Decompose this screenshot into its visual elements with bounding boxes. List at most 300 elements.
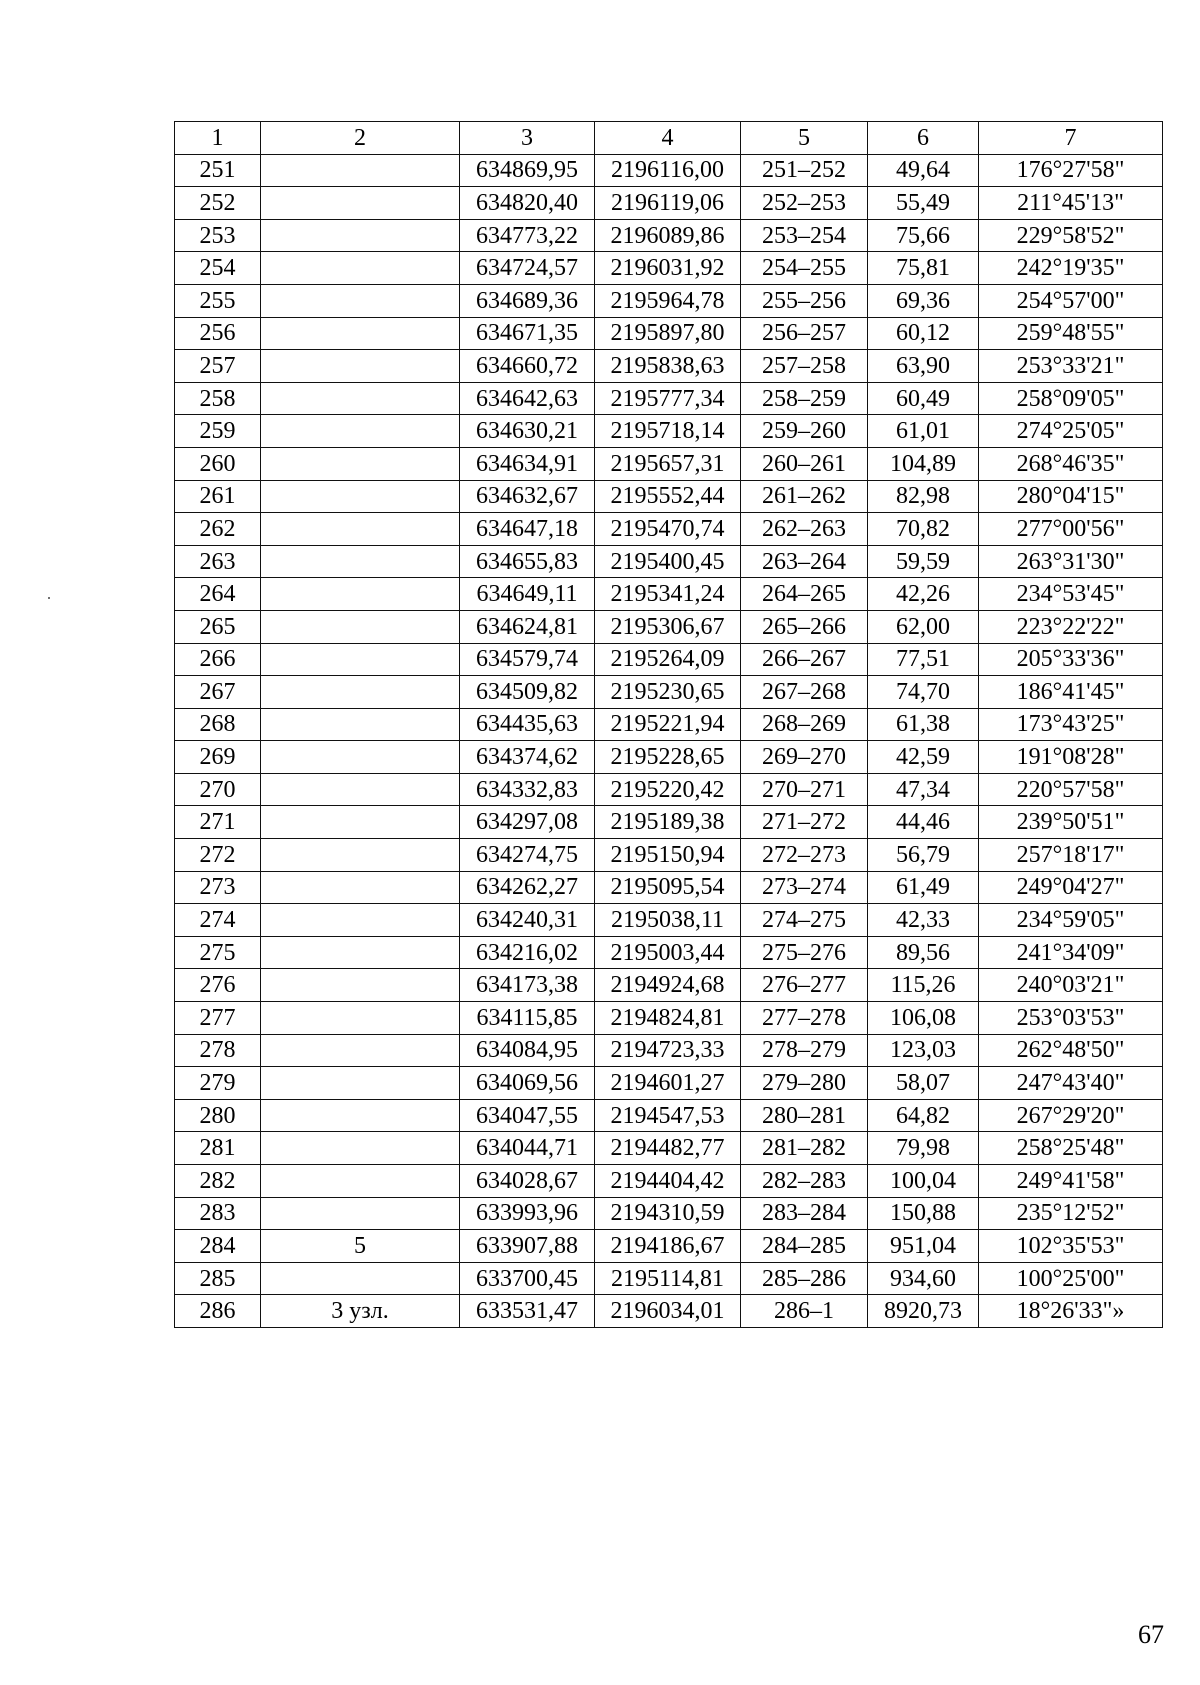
cell-point-number: 263 bbox=[175, 545, 261, 578]
cell-x-coordinate: 634624,81 bbox=[460, 610, 595, 643]
cell-y-coordinate: 2196031,92 bbox=[595, 252, 741, 285]
cell-note bbox=[261, 219, 460, 252]
cell-note bbox=[261, 936, 460, 969]
cell-length: 951,04 bbox=[868, 1230, 979, 1263]
cell-y-coordinate: 2195777,34 bbox=[595, 382, 741, 415]
table-row bbox=[175, 284, 1163, 317]
cell-bearing: 254°57'00" bbox=[979, 284, 1163, 317]
cell-note bbox=[261, 317, 460, 350]
cell-y-coordinate: 2194924,68 bbox=[595, 969, 741, 1002]
cell-y-coordinate: 2194723,33 bbox=[595, 1034, 741, 1067]
cell-x-coordinate: 634634,91 bbox=[460, 447, 595, 480]
cell-segment: 260–261 bbox=[741, 447, 868, 480]
cell-segment: 255–256 bbox=[741, 284, 868, 317]
cell-length: 63,90 bbox=[868, 350, 979, 383]
cell-bearing: 102°35'53" bbox=[979, 1230, 1163, 1263]
table-body bbox=[175, 154, 1163, 1327]
cell-bearing: 274°25'05" bbox=[979, 415, 1163, 448]
cell-length: 79,98 bbox=[868, 1132, 979, 1165]
table-row bbox=[175, 741, 1163, 774]
cell-x-coordinate: 634028,67 bbox=[460, 1165, 595, 1198]
cell-bearing: 18°26'33"» bbox=[979, 1295, 1163, 1328]
cell-bearing: 257°18'17" bbox=[979, 839, 1163, 872]
cell-segment: 283–284 bbox=[741, 1197, 868, 1230]
cell-segment: 251–252 bbox=[741, 154, 868, 187]
table-row bbox=[175, 806, 1163, 839]
cell-point-number: 286 bbox=[175, 1295, 261, 1328]
cell-y-coordinate: 2195897,80 bbox=[595, 317, 741, 350]
cell-y-coordinate: 2195470,74 bbox=[595, 513, 741, 546]
cell-note bbox=[261, 904, 460, 937]
cell-point-number: 284 bbox=[175, 1230, 261, 1263]
table-row bbox=[175, 1165, 1163, 1198]
cell-length: 100,04 bbox=[868, 1165, 979, 1198]
cell-point-number: 257 bbox=[175, 350, 261, 383]
cell-bearing: 253°33'21" bbox=[979, 350, 1163, 383]
cell-x-coordinate: 634869,95 bbox=[460, 154, 595, 187]
cell-point-number: 285 bbox=[175, 1262, 261, 1295]
cell-segment: 275–276 bbox=[741, 936, 868, 969]
cell-note bbox=[261, 676, 460, 709]
cell-note bbox=[261, 1002, 460, 1035]
cell-length: 61,01 bbox=[868, 415, 979, 448]
cell-note bbox=[261, 154, 460, 187]
table-row bbox=[175, 610, 1163, 643]
cell-length: 74,70 bbox=[868, 676, 979, 709]
cell-bearing: 176°27'58" bbox=[979, 154, 1163, 187]
cell-segment: 276–277 bbox=[741, 969, 868, 1002]
cell-y-coordinate: 2194824,81 bbox=[595, 1002, 741, 1035]
cell-point-number: 273 bbox=[175, 871, 261, 904]
table-row bbox=[175, 578, 1163, 611]
cell-y-coordinate: 2195230,65 bbox=[595, 676, 741, 709]
cell-segment: 258–259 bbox=[741, 382, 868, 415]
cell-note bbox=[261, 284, 460, 317]
table-row bbox=[175, 1262, 1163, 1295]
table-row bbox=[175, 252, 1163, 285]
table-row bbox=[175, 773, 1163, 806]
cell-point-number: 276 bbox=[175, 969, 261, 1002]
cell-length: 104,89 bbox=[868, 447, 979, 480]
cell-length: 42,26 bbox=[868, 578, 979, 611]
cell-bearing: 205°33'36" bbox=[979, 643, 1163, 676]
cell-bearing: 229°58'52" bbox=[979, 219, 1163, 252]
cell-bearing: 277°00'56" bbox=[979, 513, 1163, 546]
table-row bbox=[175, 1230, 1163, 1263]
table-row bbox=[175, 317, 1163, 350]
cell-y-coordinate: 2195657,31 bbox=[595, 447, 741, 480]
cell-length: 82,98 bbox=[868, 480, 979, 513]
cell-note bbox=[261, 1197, 460, 1230]
cell-point-number: 253 bbox=[175, 219, 261, 252]
cell-x-coordinate: 634647,18 bbox=[460, 513, 595, 546]
column-header-3: 3 bbox=[460, 122, 595, 155]
table-row bbox=[175, 676, 1163, 709]
cell-segment: 278–279 bbox=[741, 1034, 868, 1067]
cell-note bbox=[261, 252, 460, 285]
cell-note bbox=[261, 187, 460, 220]
cell-bearing: 242°19'35" bbox=[979, 252, 1163, 285]
cell-x-coordinate: 634240,31 bbox=[460, 904, 595, 937]
coordinates-table bbox=[174, 121, 1163, 1328]
table-row bbox=[175, 382, 1163, 415]
table-row bbox=[175, 447, 1163, 480]
cell-bearing: 100°25'00" bbox=[979, 1262, 1163, 1295]
cell-length: 89,56 bbox=[868, 936, 979, 969]
cell-x-coordinate: 634509,82 bbox=[460, 676, 595, 709]
cell-length: 59,59 bbox=[868, 545, 979, 578]
table-row bbox=[175, 643, 1163, 676]
cell-segment: 263–264 bbox=[741, 545, 868, 578]
cell-bearing: 258°09'05" bbox=[979, 382, 1163, 415]
cell-point-number: 258 bbox=[175, 382, 261, 415]
cell-y-coordinate: 2196119,06 bbox=[595, 187, 741, 220]
cell-note: 3 узл. bbox=[261, 1295, 460, 1328]
cell-bearing: 241°34'09" bbox=[979, 936, 1163, 969]
cell-x-coordinate: 634084,95 bbox=[460, 1034, 595, 1067]
cell-segment: 271–272 bbox=[741, 806, 868, 839]
cell-bearing: 234°59'05" bbox=[979, 904, 1163, 937]
cell-x-coordinate: 634671,35 bbox=[460, 317, 595, 350]
cell-length: 42,59 bbox=[868, 741, 979, 774]
table-row bbox=[175, 513, 1163, 546]
cell-segment: 272–273 bbox=[741, 839, 868, 872]
cell-segment: 257–258 bbox=[741, 350, 868, 383]
cell-segment: 286–1 bbox=[741, 1295, 868, 1328]
cell-point-number: 254 bbox=[175, 252, 261, 285]
cell-x-coordinate: 634773,22 bbox=[460, 219, 595, 252]
table-row bbox=[175, 545, 1163, 578]
cell-bearing: 234°53'45" bbox=[979, 578, 1163, 611]
cell-x-coordinate: 634044,71 bbox=[460, 1132, 595, 1165]
cell-segment: 261–262 bbox=[741, 480, 868, 513]
cell-y-coordinate: 2195228,65 bbox=[595, 741, 741, 774]
table-row bbox=[175, 480, 1163, 513]
cell-point-number: 265 bbox=[175, 610, 261, 643]
cell-x-coordinate: 634047,55 bbox=[460, 1099, 595, 1132]
cell-x-coordinate: 634655,83 bbox=[460, 545, 595, 578]
table-row bbox=[175, 871, 1163, 904]
page-number: 67 bbox=[1138, 1620, 1164, 1649]
cell-y-coordinate: 2195114,81 bbox=[595, 1262, 741, 1295]
cell-length: 55,49 bbox=[868, 187, 979, 220]
cell-y-coordinate: 2194601,27 bbox=[595, 1067, 741, 1100]
cell-y-coordinate: 2194186,67 bbox=[595, 1230, 741, 1263]
cell-y-coordinate: 2196089,86 bbox=[595, 219, 741, 252]
cell-bearing: 258°25'48" bbox=[979, 1132, 1163, 1165]
cell-length: 115,26 bbox=[868, 969, 979, 1002]
cell-y-coordinate: 2195221,94 bbox=[595, 708, 741, 741]
cell-note bbox=[261, 1034, 460, 1067]
cell-bearing: 263°31'30" bbox=[979, 545, 1163, 578]
cell-length: 49,64 bbox=[868, 154, 979, 187]
cell-length: 62,00 bbox=[868, 610, 979, 643]
cell-y-coordinate: 2195150,94 bbox=[595, 839, 741, 872]
cell-y-coordinate: 2195718,14 bbox=[595, 415, 741, 448]
cell-segment: 265–266 bbox=[741, 610, 868, 643]
cell-length: 56,79 bbox=[868, 839, 979, 872]
cell-note bbox=[261, 1262, 460, 1295]
column-header-2: 2 bbox=[261, 122, 460, 155]
cell-bearing: 267°29'20" bbox=[979, 1099, 1163, 1132]
cell-y-coordinate: 2195552,44 bbox=[595, 480, 741, 513]
cell-note bbox=[261, 969, 460, 1002]
cell-point-number: 277 bbox=[175, 1002, 261, 1035]
cell-segment: 259–260 bbox=[741, 415, 868, 448]
column-header-6: 6 bbox=[868, 122, 979, 155]
cell-y-coordinate: 2195341,24 bbox=[595, 578, 741, 611]
cell-bearing: 247°43'40" bbox=[979, 1067, 1163, 1100]
cell-note bbox=[261, 643, 460, 676]
cell-point-number: 260 bbox=[175, 447, 261, 480]
cell-segment: 253–254 bbox=[741, 219, 868, 252]
cell-length: 75,66 bbox=[868, 219, 979, 252]
scan-speck bbox=[48, 597, 50, 599]
cell-note bbox=[261, 545, 460, 578]
cell-length: 42,33 bbox=[868, 904, 979, 937]
cell-segment: 282–283 bbox=[741, 1165, 868, 1198]
cell-note bbox=[261, 708, 460, 741]
cell-length: 69,36 bbox=[868, 284, 979, 317]
cell-point-number: 271 bbox=[175, 806, 261, 839]
cell-note bbox=[261, 447, 460, 480]
cell-point-number: 259 bbox=[175, 415, 261, 448]
cell-y-coordinate: 2195264,09 bbox=[595, 643, 741, 676]
table-row bbox=[175, 219, 1163, 252]
cell-y-coordinate: 2194547,53 bbox=[595, 1099, 741, 1132]
table-row bbox=[175, 1034, 1163, 1067]
cell-x-coordinate: 634274,75 bbox=[460, 839, 595, 872]
cell-segment: 266–267 bbox=[741, 643, 868, 676]
table-row bbox=[175, 1002, 1163, 1035]
cell-x-coordinate: 634297,08 bbox=[460, 806, 595, 839]
cell-x-coordinate: 633700,45 bbox=[460, 1262, 595, 1295]
cell-length: 70,82 bbox=[868, 513, 979, 546]
cell-point-number: 280 bbox=[175, 1099, 261, 1132]
cell-x-coordinate: 634115,85 bbox=[460, 1002, 595, 1035]
cell-y-coordinate: 2195220,42 bbox=[595, 773, 741, 806]
cell-segment: 281–282 bbox=[741, 1132, 868, 1165]
table-row bbox=[175, 1295, 1163, 1328]
cell-x-coordinate: 634632,67 bbox=[460, 480, 595, 513]
cell-point-number: 252 bbox=[175, 187, 261, 220]
cell-y-coordinate: 2196116,00 bbox=[595, 154, 741, 187]
cell-note bbox=[261, 382, 460, 415]
cell-point-number: 274 bbox=[175, 904, 261, 937]
cell-length: 75,81 bbox=[868, 252, 979, 285]
cell-length: 934,60 bbox=[868, 1262, 979, 1295]
cell-note bbox=[261, 773, 460, 806]
cell-length: 44,46 bbox=[868, 806, 979, 839]
table-row bbox=[175, 350, 1163, 383]
cell-note bbox=[261, 480, 460, 513]
cell-y-coordinate: 2195038,11 bbox=[595, 904, 741, 937]
cell-point-number: 268 bbox=[175, 708, 261, 741]
cell-note bbox=[261, 513, 460, 546]
cell-point-number: 256 bbox=[175, 317, 261, 350]
cell-segment: 262–263 bbox=[741, 513, 868, 546]
cell-bearing: 249°04'27" bbox=[979, 871, 1163, 904]
cell-bearing: 173°43'25" bbox=[979, 708, 1163, 741]
cell-x-coordinate: 633907,88 bbox=[460, 1230, 595, 1263]
cell-x-coordinate: 634262,27 bbox=[460, 871, 595, 904]
table-row bbox=[175, 708, 1163, 741]
cell-length: 106,08 bbox=[868, 1002, 979, 1035]
cell-note bbox=[261, 578, 460, 611]
table-row bbox=[175, 154, 1163, 187]
cell-point-number: 278 bbox=[175, 1034, 261, 1067]
cell-point-number: 279 bbox=[175, 1067, 261, 1100]
cell-x-coordinate: 634173,38 bbox=[460, 969, 595, 1002]
cell-segment: 269–270 bbox=[741, 741, 868, 774]
table-row bbox=[175, 839, 1163, 872]
cell-segment: 284–285 bbox=[741, 1230, 868, 1263]
column-header-4: 4 bbox=[595, 122, 741, 155]
cell-segment: 254–255 bbox=[741, 252, 868, 285]
cell-bearing: 220°57'58" bbox=[979, 773, 1163, 806]
cell-point-number: 269 bbox=[175, 741, 261, 774]
cell-segment: 285–286 bbox=[741, 1262, 868, 1295]
cell-y-coordinate: 2195964,78 bbox=[595, 284, 741, 317]
cell-x-coordinate: 634642,63 bbox=[460, 382, 595, 415]
table-row bbox=[175, 1197, 1163, 1230]
cell-y-coordinate: 2194310,59 bbox=[595, 1197, 741, 1230]
cell-x-coordinate: 634216,02 bbox=[460, 936, 595, 969]
cell-point-number: 255 bbox=[175, 284, 261, 317]
cell-x-coordinate: 634332,83 bbox=[460, 773, 595, 806]
cell-y-coordinate: 2195003,44 bbox=[595, 936, 741, 969]
cell-segment: 268–269 bbox=[741, 708, 868, 741]
cell-length: 61,38 bbox=[868, 708, 979, 741]
cell-bearing: 186°41'45" bbox=[979, 676, 1163, 709]
cell-y-coordinate: 2196034,01 bbox=[595, 1295, 741, 1328]
cell-bearing: 249°41'58" bbox=[979, 1165, 1163, 1198]
cell-x-coordinate: 634660,72 bbox=[460, 350, 595, 383]
cell-note bbox=[261, 806, 460, 839]
cell-y-coordinate: 2195189,38 bbox=[595, 806, 741, 839]
cell-segment: 273–274 bbox=[741, 871, 868, 904]
cell-length: 150,88 bbox=[868, 1197, 979, 1230]
cell-x-coordinate: 634820,40 bbox=[460, 187, 595, 220]
cell-bearing: 253°03'53" bbox=[979, 1002, 1163, 1035]
cell-length: 61,49 bbox=[868, 871, 979, 904]
cell-segment: 270–271 bbox=[741, 773, 868, 806]
cell-segment: 256–257 bbox=[741, 317, 868, 350]
cell-note bbox=[261, 871, 460, 904]
cell-segment: 267–268 bbox=[741, 676, 868, 709]
cell-segment: 280–281 bbox=[741, 1099, 868, 1132]
cell-x-coordinate: 634630,21 bbox=[460, 415, 595, 448]
cell-y-coordinate: 2194482,77 bbox=[595, 1132, 741, 1165]
cell-point-number: 267 bbox=[175, 676, 261, 709]
cell-point-number: 281 bbox=[175, 1132, 261, 1165]
cell-point-number: 264 bbox=[175, 578, 261, 611]
header-row bbox=[175, 122, 1163, 155]
cell-bearing: 235°12'52" bbox=[979, 1197, 1163, 1230]
cell-segment: 274–275 bbox=[741, 904, 868, 937]
cell-x-coordinate: 634069,56 bbox=[460, 1067, 595, 1100]
cell-length: 64,82 bbox=[868, 1099, 979, 1132]
cell-length: 77,51 bbox=[868, 643, 979, 676]
cell-x-coordinate: 634579,74 bbox=[460, 643, 595, 676]
cell-x-coordinate: 634374,62 bbox=[460, 741, 595, 774]
cell-length: 60,12 bbox=[868, 317, 979, 350]
cell-note bbox=[261, 610, 460, 643]
cell-x-coordinate: 634724,57 bbox=[460, 252, 595, 285]
cell-note bbox=[261, 1165, 460, 1198]
cell-x-coordinate: 633531,47 bbox=[460, 1295, 595, 1328]
cell-y-coordinate: 2195095,54 bbox=[595, 871, 741, 904]
cell-length: 60,49 bbox=[868, 382, 979, 415]
table-row bbox=[175, 1067, 1163, 1100]
cell-note bbox=[261, 1132, 460, 1165]
table-row bbox=[175, 1099, 1163, 1132]
cell-point-number: 251 bbox=[175, 154, 261, 187]
cell-x-coordinate: 634689,36 bbox=[460, 284, 595, 317]
column-header-1: 1 bbox=[175, 122, 261, 155]
cell-bearing: 268°46'35" bbox=[979, 447, 1163, 480]
cell-length: 123,03 bbox=[868, 1034, 979, 1067]
cell-note bbox=[261, 350, 460, 383]
cell-segment: 279–280 bbox=[741, 1067, 868, 1100]
cell-point-number: 262 bbox=[175, 513, 261, 546]
cell-y-coordinate: 2194404,42 bbox=[595, 1165, 741, 1198]
table-row bbox=[175, 187, 1163, 220]
cell-point-number: 283 bbox=[175, 1197, 261, 1230]
cell-length: 58,07 bbox=[868, 1067, 979, 1100]
table-row bbox=[175, 415, 1163, 448]
table-row bbox=[175, 969, 1163, 1002]
cell-bearing: 280°04'15" bbox=[979, 480, 1163, 513]
cell-x-coordinate: 634435,63 bbox=[460, 708, 595, 741]
column-header-7: 7 bbox=[979, 122, 1163, 155]
cell-x-coordinate: 633993,96 bbox=[460, 1197, 595, 1230]
cell-x-coordinate: 634649,11 bbox=[460, 578, 595, 611]
cell-point-number: 270 bbox=[175, 773, 261, 806]
cell-bearing: 239°50'51" bbox=[979, 806, 1163, 839]
cell-point-number: 266 bbox=[175, 643, 261, 676]
cell-y-coordinate: 2195838,63 bbox=[595, 350, 741, 383]
cell-point-number: 261 bbox=[175, 480, 261, 513]
cell-point-number: 275 bbox=[175, 936, 261, 969]
cell-segment: 277–278 bbox=[741, 1002, 868, 1035]
cell-point-number: 282 bbox=[175, 1165, 261, 1198]
cell-length: 47,34 bbox=[868, 773, 979, 806]
cell-note bbox=[261, 839, 460, 872]
table-row bbox=[175, 936, 1163, 969]
cell-note bbox=[261, 1099, 460, 1132]
cell-note bbox=[261, 1067, 460, 1100]
column-header-5: 5 bbox=[741, 122, 868, 155]
cell-bearing: 211°45'13" bbox=[979, 187, 1163, 220]
cell-note bbox=[261, 415, 460, 448]
cell-bearing: 191°08'28" bbox=[979, 741, 1163, 774]
cell-bearing: 223°22'22" bbox=[979, 610, 1163, 643]
cell-segment: 252–253 bbox=[741, 187, 868, 220]
table-header bbox=[175, 122, 1163, 155]
cell-bearing: 259°48'55" bbox=[979, 317, 1163, 350]
cell-y-coordinate: 2195306,67 bbox=[595, 610, 741, 643]
cell-bearing: 240°03'21" bbox=[979, 969, 1163, 1002]
cell-bearing: 262°48'50" bbox=[979, 1034, 1163, 1067]
cell-y-coordinate: 2195400,45 bbox=[595, 545, 741, 578]
table-row bbox=[175, 904, 1163, 937]
table-row bbox=[175, 1132, 1163, 1165]
cell-length: 8920,73 bbox=[868, 1295, 979, 1328]
cell-note: 5 bbox=[261, 1230, 460, 1263]
cell-note bbox=[261, 741, 460, 774]
cell-segment: 264–265 bbox=[741, 578, 868, 611]
